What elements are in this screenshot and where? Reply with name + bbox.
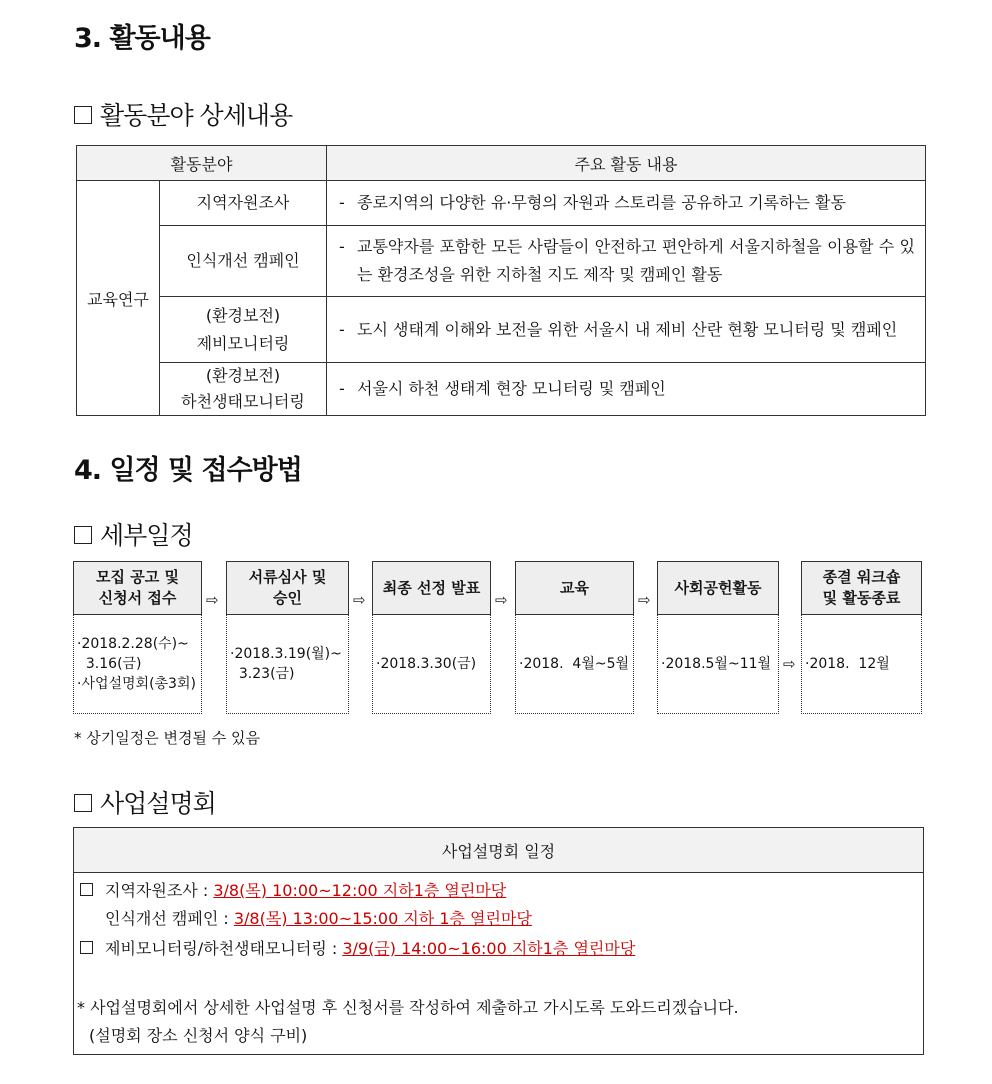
field-line: 하천생태모니터링 [181,392,305,411]
table-row [77,363,926,416]
step-detail-line: ·사업설명회(총3회) [77,676,196,692]
step-title-line: 최종 선정 발표 [382,578,481,597]
section4-title: 4. 일정 및 접수방법 [74,455,302,486]
field-line: (환경보전) [205,366,281,385]
schedule-heading-text: 세부일정 [100,521,193,550]
step-title-line: 종결 워크숍 [822,568,901,586]
activity-table [76,145,926,416]
dash: - [339,379,345,398]
briefing-heading [74,784,216,820]
desc-text: 도시 생태계 이해와 보전을 위한 서울시 내 제비 산란 현황 모니터링 및 캠페인 [357,319,898,339]
desc-cell [327,297,926,363]
table-header-row [77,146,926,181]
schedule-step-title [372,561,491,615]
briefing-heading-text: 사업설명회 [100,789,216,818]
schedule-step-title [515,561,634,615]
step-detail-line: ·2018. 4월~5월 [519,656,630,672]
briefing-time: 3/8(목) 10:00~12:00 지하1층 열린마당 [213,881,507,900]
briefing-time: 3/8(목) 13:00~15:00 지하 1층 열린마당 [233,909,532,928]
field-line: 제비모니터링 [196,333,290,353]
field-line: (환경보전) [205,305,281,325]
step-title-line: 사회공헌활동 [674,578,762,597]
briefing-label: 지역자원조사 : [105,881,214,900]
briefing-line [80,936,635,959]
table-row [77,297,926,363]
field-cell [160,363,327,416]
schedule-step-detail [515,615,634,714]
step-detail-line: ·2018.2.28(수)~ [77,636,189,652]
activity-heading-text: 활동분야 상세내용 [100,101,293,130]
schedule-step-detail [226,615,349,714]
checkbox-square-icon [74,526,92,544]
step-detail-line: 3.23(금) [230,666,295,682]
schedule-step-detail [657,615,779,714]
field-line: 인식개선 캠페인 [186,251,300,270]
header-content: 주요 활동 내용 [327,146,926,181]
step-detail-line: ·2018.5월~11월 [661,656,772,672]
field-line: 지역자원조사 [196,193,290,212]
step-title-line: 모집 공고 및 [96,568,179,586]
briefing-box [73,827,924,1055]
arrow-right-icon: ⇨ [638,591,651,609]
section3-title: 3. 활동내용 [74,23,210,54]
checkbox-square-icon [74,106,92,124]
step-title-line: 교육 [560,578,589,597]
table-row [77,226,926,297]
dash: - [339,193,345,212]
checkbox-square-icon [80,941,93,954]
briefing-time: 3/9(금) 14:00~16:00 지하1층 열린마당 [342,939,636,958]
dash: - [339,319,345,339]
desc-cell [327,181,926,226]
schedule-heading [74,516,193,552]
schedule-note: * 상기일정은 변경될 수 있음 [74,729,260,747]
desc-text: 서울시 하천 생태계 현장 모니터링 및 캠페인 [357,379,666,398]
step-title-line: 신청서 접수 [98,589,177,607]
desc-cell [327,226,926,297]
desc-text: 교통약자를 포함한 모든 사람들이 안전하고 편안하게 서울지하철을 이용할 수 있는 환경조성을 위한 지하철 지도 제작 및 캠페인 활동 [357,237,916,284]
schedule-step-detail [372,615,491,714]
briefing-label: 인식개선 캠페인 : [105,909,234,928]
step-title-line: 승인 [273,589,302,607]
step-detail-line: ·2018. 12월 [805,656,890,672]
briefing-label: 제비모니터링/하천생태모니터링 : [105,939,343,958]
step-detail-line: 3.16(금) [77,656,142,672]
checkbox-square-icon [74,794,92,812]
checkbox-square-icon [80,883,93,896]
desc-cell [327,363,926,416]
arrow-right-icon: ⇨ [783,655,796,673]
briefing-box-title: 사업설명회 일정 [74,828,923,873]
schedule-step-title [657,561,779,615]
schedule-step-detail [801,615,922,714]
briefing-line [105,906,532,929]
step-title-line: 및 활동종료 [822,589,901,607]
field-cell [160,297,327,363]
desc-text: 종로지역의 다양한 유·무형의 자원과 스토리를 공유하고 기록하는 활동 [357,193,846,212]
step-detail-line: ·2018.3.19(월)~ [230,646,342,662]
briefing-line [80,878,506,901]
dash: - [339,237,345,256]
header-field: 활동분야 [77,146,327,181]
table-row [77,181,926,226]
field-cell [160,181,327,226]
briefing-note: (설명회 장소 신청서 양식 구비) [89,1026,308,1045]
step-title-line: 서류심사 및 [248,568,327,586]
activity-heading [74,96,292,132]
step-detail-line: ·2018.3.30(금) [376,656,477,672]
category-cell: 교육연구 [77,181,160,416]
schedule-step-title [73,561,202,615]
arrow-right-icon: ⇨ [353,591,366,609]
schedule-step-detail [73,615,202,714]
arrow-right-icon: ⇨ [495,591,508,609]
briefing-note: * 사업설명회에서 상세한 사업설명 후 신청서를 작성하여 제출하고 가시도록 도와드리겠습니다. [77,998,739,1017]
arrow-right-icon: ⇨ [206,591,219,609]
schedule-step-title [226,561,349,615]
schedule-step-title [801,561,922,615]
field-cell [160,226,327,297]
